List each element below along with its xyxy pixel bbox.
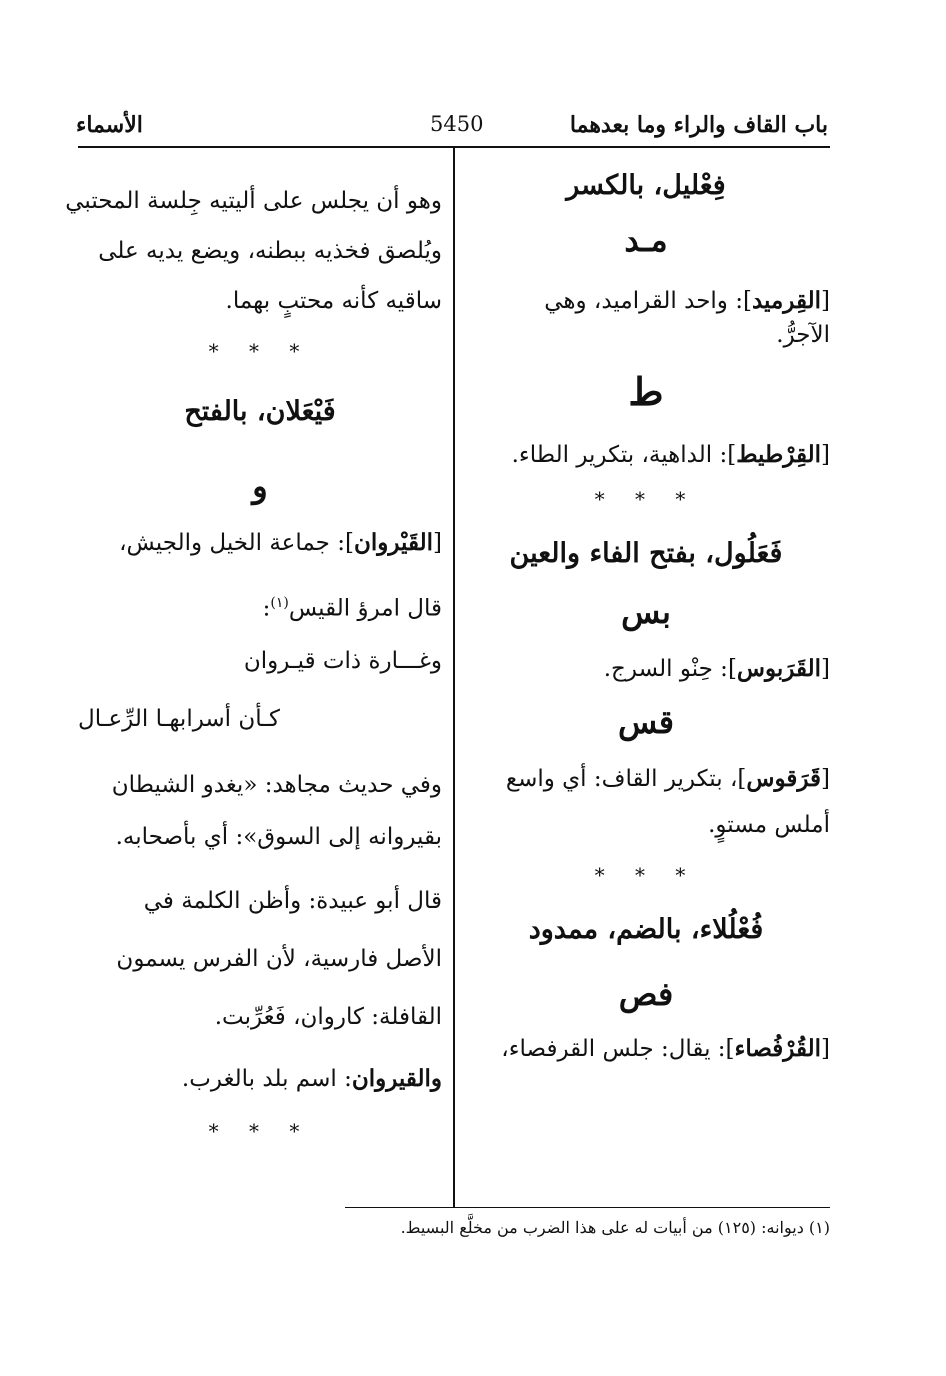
chapter-title: باب القاف والراء وما بعدهما [569,112,828,138]
root-heading: و [252,467,268,505]
entry-text: : حِنْو السرج. [603,656,728,682]
separator-stars: * * * [208,339,312,363]
pattern-heading: فِعْليل، بالكسر [566,170,726,201]
footnote: (١) ديوانه: (١٢٥) من أبيات له على هذا الضرب من مخلَّع البسيط. [400,1218,830,1237]
entry-text: : اسم بلد بالغرب. [181,1066,352,1092]
root-heading: فص [618,975,674,1013]
footnote-ref: (١) [270,595,289,611]
entry-text: ويُلصق فخذيه ببطنه، ويضع يديه على [98,238,442,264]
entry-text: وهو أن يجلس على أليتيه جِلسة المحتبي [65,188,442,214]
entry: [القَيْروان]: جماعة الخيل والجيش، [119,529,442,556]
entry-term: قَرَقوس [746,765,822,792]
quote-intro-text: قال امرؤ القيس [288,595,442,622]
root-heading: بس [621,593,671,631]
entry-text: : واحد القراميد، وهي [544,288,743,314]
entry: [القِرْطيط]: الداهية، بتكرير الطاء. [511,441,830,468]
entry-text: بقيروانه إلى السوق»: أي بأصحابه. [115,824,442,850]
entry-term: والقيروان [351,1065,442,1092]
column-divider [453,148,455,1208]
separator-stars: * * * [208,1119,312,1143]
entry-text: : الداهية، بتكرير الطاء. [511,442,728,468]
entry-text: وفي حديث مجاهد: «يغدو الشيطان [111,772,442,798]
right-column [462,160,830,1066]
entry-term: القَيْروان [353,529,434,556]
root-heading: قس [617,703,675,741]
entry: [القُرْفُصاء]: يقال: جلس القرفصاء، [501,1035,830,1062]
entry-text: القافلة: كاروان، فَعُرِّبت. [214,1004,442,1030]
footnote-rule [345,1207,830,1208]
entry-term: القِرميد [751,287,822,314]
entry: [القَرَبوس]: حِنْو السرج. [603,655,830,682]
entry-text: ، بتكرير القاف: أي واسع [505,766,738,792]
pattern-heading: فَعَلُول، بفتح الفاء والعين [509,538,783,569]
entry: [قَرَقوس]، بتكرير القاف: أي واسع [505,765,830,792]
verse-line: وغـــارة ذات قيـروان [243,648,442,674]
quote-intro-colon: : [262,595,271,622]
separator-stars: * * * [594,863,698,887]
left-column [65,160,442,1146]
root-heading: مـد [624,221,668,259]
entry-text: قال أبو عبيدة: وأظن الكلمة في [143,888,442,914]
verse-line: كـأن أسرابهـا الرِّعـال [78,706,280,732]
section-title: الأسماء [76,112,143,138]
entry-term: القَرَبوس [736,655,822,682]
page-number: 5450 [430,112,484,136]
entry-text: الأصل فارسية، لأن الفرس يسمون [116,946,442,972]
entry-text: : جماعة الخيل والجيش، [119,530,345,556]
separator-stars: * * * [594,487,698,511]
quote-intro [78,586,442,644]
entry-term: القُرْفُصاء [734,1035,822,1062]
entry-text: أملس مستوٍ. [708,812,830,838]
entry-text: : يقال: جلس القرفصاء، [501,1036,726,1062]
entry-text: ساقيه كأنه محتبٍ بهما. [225,288,442,314]
pattern-heading: فَيْعَلان، بالفتح [184,396,336,427]
root-heading: ط [628,369,664,414]
entry-text: الآجرُّ. [776,322,830,348]
entry [78,1062,442,1116]
entry: [القِرميد]: واحد القراميد، وهي [544,287,830,314]
pattern-heading: فُعْلُلاء، بالضم، ممدود [528,914,764,945]
entry-term: القِرْطيط [736,441,822,468]
